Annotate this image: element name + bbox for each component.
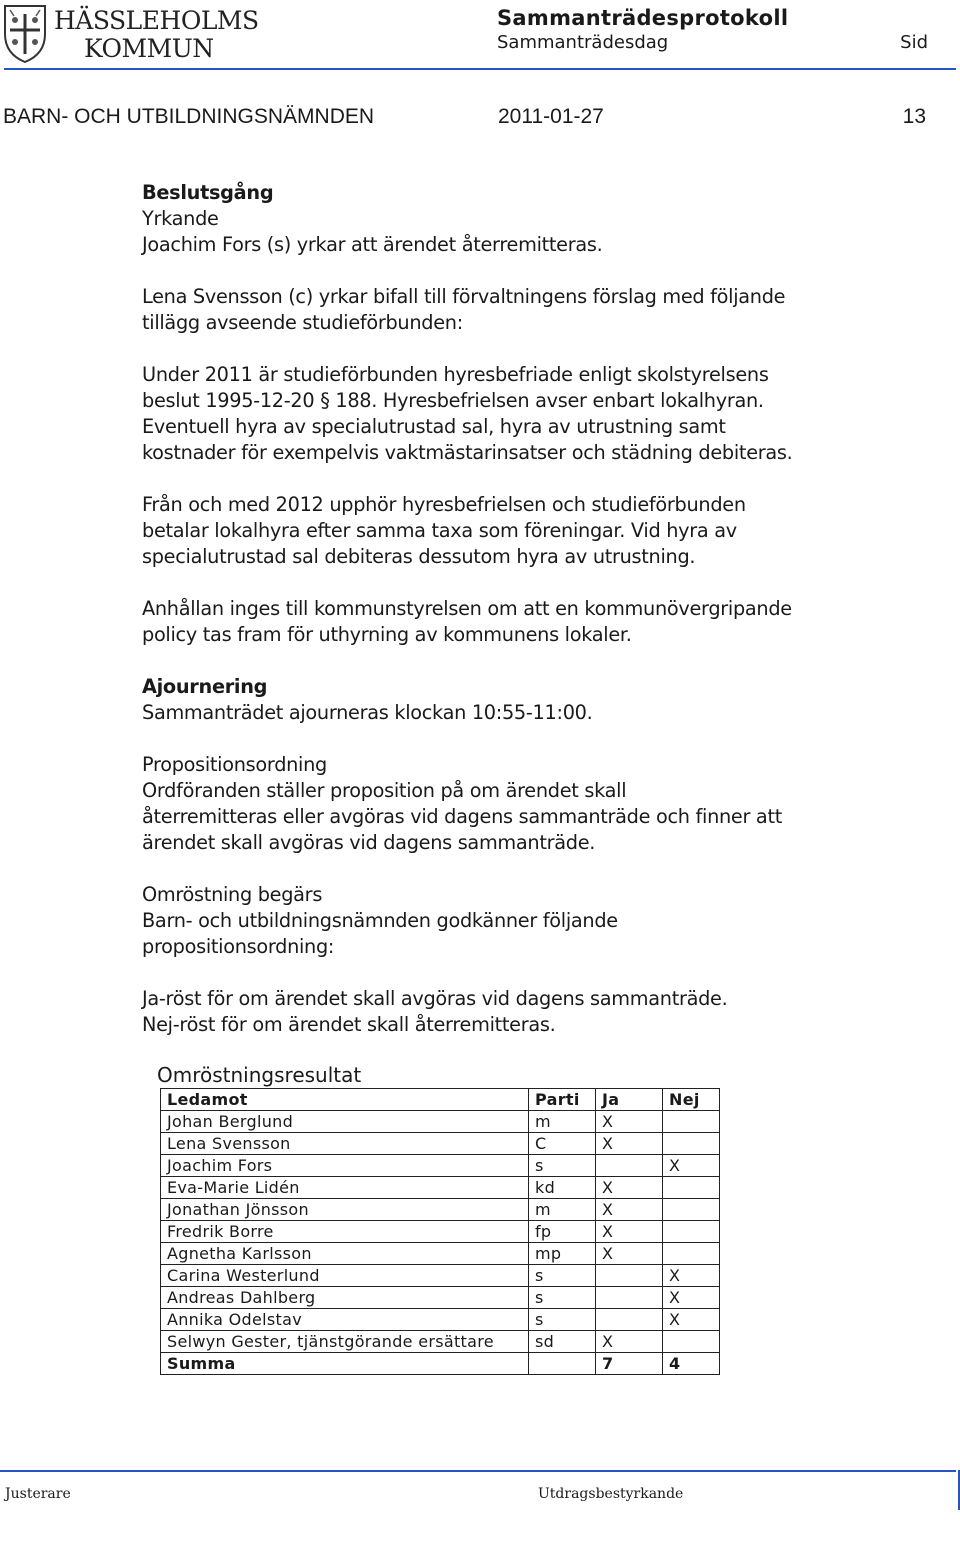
meeting-date: 2011-01-27	[498, 105, 604, 128]
cell-parti: sd	[529, 1331, 596, 1353]
paragraph-line: specialutrustad sal debiteras dessutom hyra av utrustning.	[142, 545, 696, 568]
heading-ajournering: Ajournering	[142, 675, 268, 698]
cell-summa-ja: 7	[596, 1353, 663, 1375]
cell-ja: X	[596, 1133, 663, 1155]
table-row	[161, 1265, 720, 1287]
cell-ja	[596, 1265, 663, 1287]
table-row	[161, 1243, 720, 1265]
cell-nej	[663, 1221, 720, 1243]
cell-nej: X	[663, 1309, 720, 1331]
cell-ja: X	[596, 1177, 663, 1199]
cell-nej	[663, 1331, 720, 1353]
cell-ja: X	[596, 1221, 663, 1243]
cell-ledamot: Lena Svensson	[161, 1133, 529, 1155]
paragraph-line: propositionsordning:	[142, 935, 335, 958]
paragraph-line: återremitteras eller avgöras vid dagens sammanträde och finner att	[142, 805, 782, 828]
paragraph-line: betalar lokalhyra efter samma taxa som föreningar. Vid hyra av	[142, 519, 737, 542]
table-header-row	[161, 1089, 720, 1111]
paragraph-line: Från och med 2012 upphör hyresbefrielsen och studieförbunden	[142, 493, 746, 516]
document-type: Sammanträdesprotokoll	[497, 6, 789, 30]
paragraph-line: beslut 1995-12-20 § 188. Hyresbefrielsen avser enbart lokalhyran.	[142, 389, 764, 412]
column-header: Parti	[529, 1089, 596, 1111]
cell-nej: X	[663, 1287, 720, 1309]
cell-ja	[596, 1309, 663, 1331]
subheading-yrkande: Yrkande	[142, 207, 219, 230]
footer-justerare: Justerare	[5, 1486, 71, 1502]
paragraph-line: tillägg avseende studieförbunden:	[142, 311, 463, 334]
cell-nej	[663, 1243, 720, 1265]
cell-parti: fp	[529, 1221, 596, 1243]
paragraph-line: Joachim Fors (s) yrkar att ärendet återremitteras.	[142, 233, 603, 256]
cell-ledamot: Andreas Dahlberg	[161, 1287, 529, 1309]
table-row	[161, 1133, 720, 1155]
logo-text-line1: HÄSSLEHOLMS	[54, 6, 259, 35]
cell-parti: C	[529, 1133, 596, 1155]
vote-result	[157, 1062, 720, 1375]
cell-ledamot: Johan Berglund	[161, 1111, 529, 1133]
column-header: Ledamot	[161, 1089, 529, 1111]
paragraph-line: Ja-röst för om ärendet skall avgöras vid dagens sammanträde.	[142, 987, 728, 1010]
cell-ledamot: Jonathan Jönsson	[161, 1199, 529, 1221]
heading-propositionsordning: Propositionsordning	[142, 753, 327, 776]
cell-ledamot: Fredrik Borre	[161, 1221, 529, 1243]
meeting-date-label: Sammanträdesdag	[497, 32, 669, 53]
cell-nej	[663, 1199, 720, 1221]
column-header: Ja	[596, 1089, 663, 1111]
cell-nej	[663, 1111, 720, 1133]
paragraph-line: kostnader för exempelvis vaktmästarinsatser och städning debiteras.	[142, 441, 793, 464]
cell-ja	[596, 1155, 663, 1177]
cell-summa-label: Summa	[161, 1353, 529, 1375]
cell-parti: s	[529, 1309, 596, 1331]
cell-ledamot: Selwyn Gester, tjänstgörande ersättare	[161, 1331, 529, 1353]
cell-ja: X	[596, 1199, 663, 1221]
paragraph-line: Under 2011 är studieförbunden hyresbefriade enligt skolstyrelsens	[142, 363, 769, 386]
logo-text-line2: KOMMUN	[84, 34, 214, 63]
paragraph-line: Eventuell hyra av specialutrustad sal, hyra av utrustning samt	[142, 415, 726, 438]
table-row	[161, 1331, 720, 1353]
table-row	[161, 1221, 720, 1243]
footer-utdragsbestyrkande: Utdragsbestyrkande	[538, 1486, 684, 1502]
cell-nej	[663, 1177, 720, 1199]
protocol-body	[142, 180, 932, 1038]
paragraph-line: Sammanträdet ajourneras klockan 10:55-11:00.	[142, 701, 593, 724]
paragraph-line: Nej-röst för om ärendet skall återremitteras.	[142, 1013, 556, 1036]
cell-ledamot: Eva-Marie Lidén	[161, 1177, 529, 1199]
cell-parti: s	[529, 1265, 596, 1287]
cell-parti: kd	[529, 1177, 596, 1199]
footer-divider	[0, 1470, 956, 1472]
organization-name: BARN- OCH UTBILDNINGSNÄMNDEN	[3, 105, 375, 128]
cell-parti: mp	[529, 1243, 596, 1265]
paragraph-line: policy tas fram för uthyrning av kommunens lokaler.	[142, 623, 632, 646]
cell-parti: s	[529, 1155, 596, 1177]
cell-ja: X	[596, 1243, 663, 1265]
cell-ledamot: Joachim Fors	[161, 1155, 529, 1177]
cell-nej	[663, 1133, 720, 1155]
municipality-logo	[2, 4, 259, 64]
vote-table	[160, 1088, 720, 1375]
cell-summa-parti	[529, 1353, 596, 1375]
table-row	[161, 1155, 720, 1177]
table-row	[161, 1111, 720, 1133]
page-label: Sid	[900, 32, 928, 53]
paragraph-line: Lena Svensson (c) yrkar bifall till förvaltningens förslag med följande	[142, 285, 786, 308]
header-divider	[4, 68, 956, 70]
table-row	[161, 1309, 720, 1331]
cell-summa-nej: 4	[663, 1353, 720, 1375]
cell-parti: s	[529, 1287, 596, 1309]
cell-nej: X	[663, 1265, 720, 1287]
heading-omrostning-begars: Omröstning begärs	[142, 883, 323, 906]
cell-parti: m	[529, 1199, 596, 1221]
cell-ja: X	[596, 1111, 663, 1133]
paragraph-line: Anhållan inges till kommunstyrelsen om att en kommunövergripande	[142, 597, 792, 620]
cell-ledamot: Agnetha Karlsson	[161, 1243, 529, 1265]
cell-ja: X	[596, 1331, 663, 1353]
table-row	[161, 1287, 720, 1309]
paragraph-line: Barn- och utbildningsnämnden godkänner följande	[142, 909, 618, 932]
cell-parti: m	[529, 1111, 596, 1133]
paragraph-line: Ordföranden ställer proposition på om ärendet skall	[142, 779, 627, 802]
cell-ledamot: Carina Westerlund	[161, 1265, 529, 1287]
heading-beslutsgang: Beslutsgång	[142, 181, 274, 204]
table-row	[161, 1199, 720, 1221]
vote-caption: Omröstningsresultat	[157, 1063, 362, 1087]
table-row	[161, 1177, 720, 1199]
coat-of-arms-icon	[2, 4, 48, 64]
page-number: 13	[902, 105, 926, 128]
cell-ledamot: Annika Odelstav	[161, 1309, 529, 1331]
paragraph-line: ärendet skall avgöras vid dagens sammanträde.	[142, 831, 596, 854]
table-summary-row	[161, 1353, 720, 1375]
column-header: Nej	[663, 1089, 720, 1111]
cell-ja	[596, 1287, 663, 1309]
cell-nej: X	[663, 1155, 720, 1177]
